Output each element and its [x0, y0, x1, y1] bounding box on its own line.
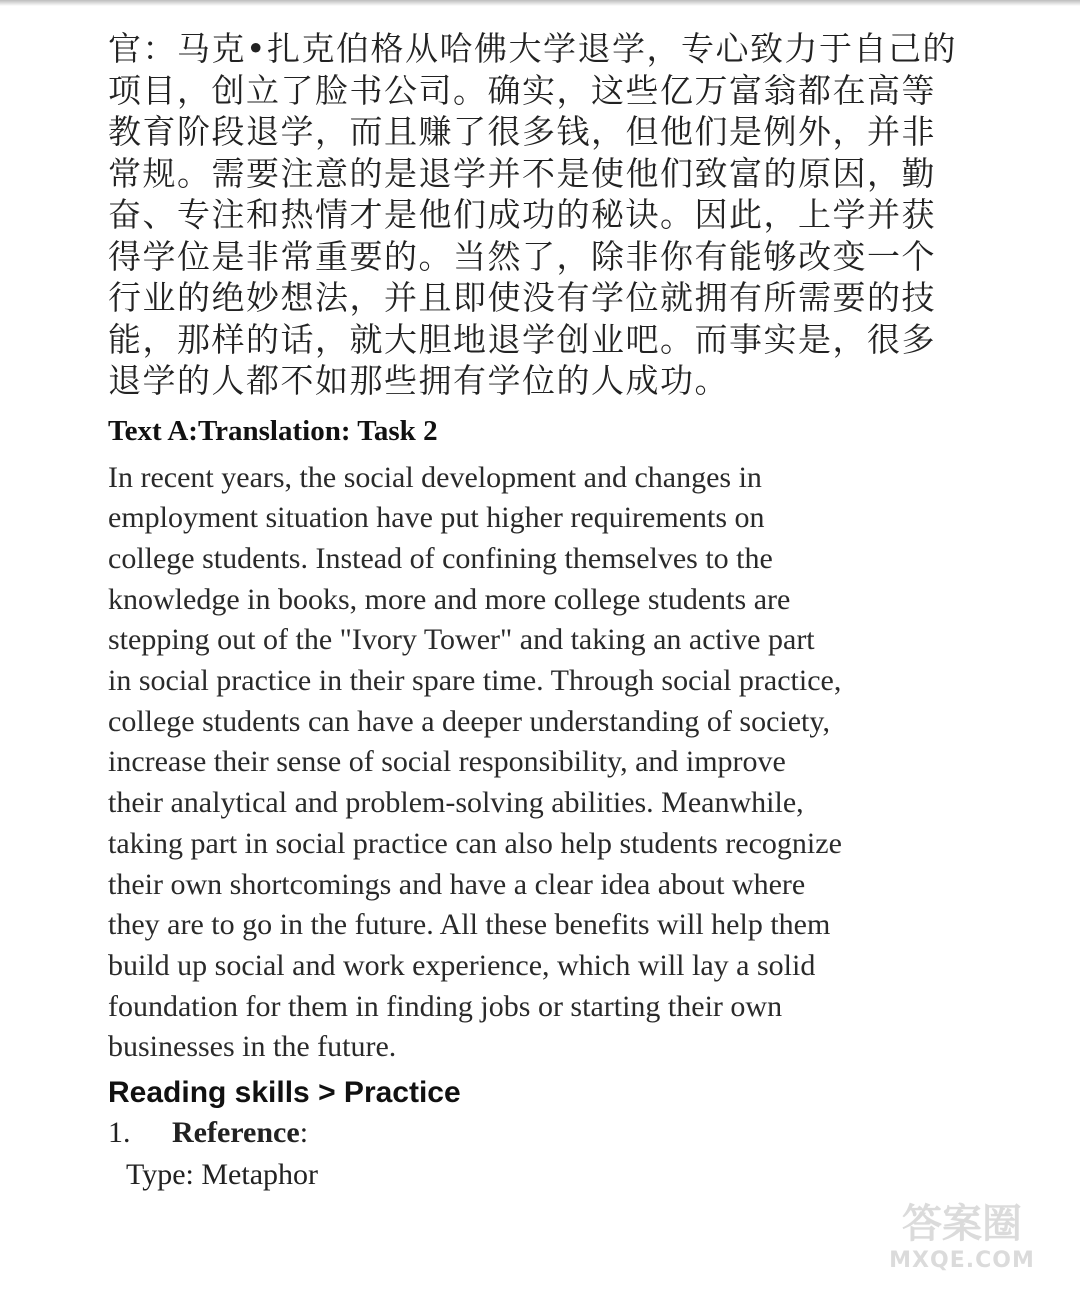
english-translation-paragraph: In recent years, the social development and changes in employment situation have put higher requirements on college students. Instead of confining themselves to the knowledge in books, more and more college students are stepping out of the "Ivory Tower" and taking an active part in social practice in their spare time. Through social practice, college students can have a deeper understanding of society, increase their sense of social responsibility, and improve their analytical and problem-solving abilities. Meanwhile, taking part in social practice can also help students recognize their own shortcomings and have a clear idea about where they are to go in the future. All these benefits will help them build up social and work experience, which will lay a solid foundation for them in finding jobs or starting their own businesses in the future. [108, 460, 842, 1064]
watermark-logo [862, 1200, 1062, 1286]
watermark-logo-text: 答案圈 [902, 1201, 1022, 1247]
list-item-reference [108, 1112, 988, 1154]
scan-top-edge [0, 0, 1080, 6]
watermark-url: MXQE.COM [889, 1248, 1035, 1273]
chinese-translation-paragraph: 官：马克•扎克伯格从哈佛大学退学，专心致力于自己的 项目，创立了脸书公司。确实，这些亿万富翁都在高等 教育阶段退学，而且赚了很多钱，但他们是例外，并非 常规。需要注意的是退学并不是使他们致富的原因，勤 奋、专注和热情才是他们成功的秘诀。因此，上学并获 得学位是非常重要的。当然了，除非你有能够改变一个 行业的绝妙想法，并且即使没有学位就拥有所需要的技 能，那样的话，就大胆地退学创业吧。而事实是，很多 退学的人都不如那些拥有学位的人成功。 [108, 29, 957, 400]
item-number: 1. [108, 1116, 131, 1150]
item-label: Reference [172, 1116, 300, 1150]
document-page [108, 28, 988, 1196]
reading-skills-heading: Reading skills > Practice [108, 1076, 461, 1110]
section-heading: Text A:Translation: Task 2 [108, 414, 438, 447]
type-line: Type: Metaphor [126, 1158, 319, 1192]
item-colon: : [299, 1116, 309, 1150]
